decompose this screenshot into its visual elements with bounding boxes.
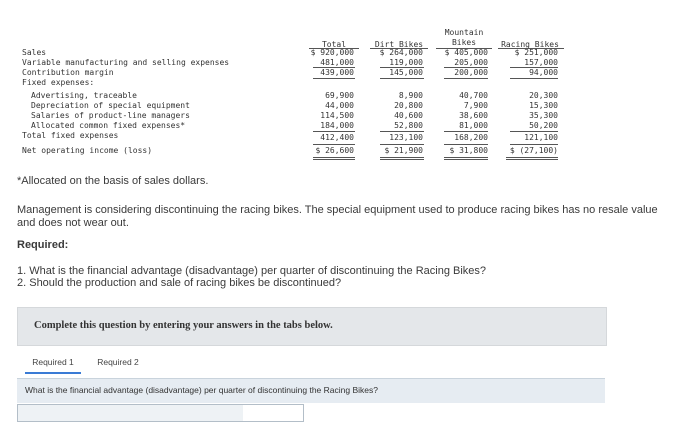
question-1: 1. What is the financial advantage (disadvantage) per quarter of discontinuing the Racing Bikes? <box>17 265 487 277</box>
rule-line <box>510 78 558 79</box>
cell-dirt-advertising: 8,900 <box>398 91 423 100</box>
rule-line <box>313 78 355 79</box>
rule-line <box>313 157 355 158</box>
footnote: *Allocated on the basis of sales dollars. <box>17 175 209 187</box>
cell-mountain-fixed: 168,200 <box>454 133 488 142</box>
cell-dirt-depreciation: 20,800 <box>394 101 423 110</box>
row-label-salaries: Salaries of product-line managers <box>31 111 190 120</box>
cell-mountain-advertising: 40,700 <box>459 91 488 100</box>
rule-line <box>444 159 488 160</box>
cell-mountain-noi: $ 31,800 <box>449 146 488 155</box>
tab-required-2[interactable]: Required 2 <box>97 357 139 367</box>
cell-mountain-depreciation: 7,900 <box>463 101 488 110</box>
rule-line <box>380 159 424 160</box>
row-label-advertising: Advertising, traceable <box>31 91 137 100</box>
row-label-sales: Sales <box>22 48 47 57</box>
answer-label-cell <box>17 404 244 422</box>
rule-line <box>380 144 424 145</box>
cell-dirt-noi: $ 21,900 <box>384 146 423 155</box>
rule-line <box>380 131 424 132</box>
header-mountain-line1: Mountain <box>444 28 484 37</box>
cell-dirt-allocated: 52,800 <box>394 121 423 130</box>
rule-line <box>510 131 558 132</box>
rule-line <box>506 159 558 160</box>
cell-total-noi: $ 26,600 <box>315 146 354 155</box>
cell-dirt-cm: 145,000 <box>389 68 423 77</box>
problem-description: Management is considering discontinuing the racing bikes. The special equipment used to produce racing bikes has no resale value and does not wear out. <box>17 204 658 229</box>
rule-line <box>380 78 424 79</box>
cell-dirt-variable: 119,000 <box>389 58 423 67</box>
answer-input[interactable] <box>243 404 304 422</box>
cell-mountain-salaries: 38,600 <box>459 111 488 120</box>
cell-total-salaries: 114,500 <box>320 111 354 120</box>
header-racing-bikes: Racing Bikes <box>501 40 559 49</box>
cell-racing-allocated: 50,200 <box>529 121 558 130</box>
cell-racing-noi: $ (27,100) <box>509 146 558 155</box>
cell-total-sales: $ 920,000 <box>310 48 354 57</box>
rule-line <box>510 144 558 145</box>
header-total: Total <box>321 40 347 49</box>
cell-total-allocated: 184,000 <box>320 121 354 130</box>
row-label-net-operating-income: Net operating income (loss) <box>22 146 153 155</box>
required-heading: Required: <box>17 239 69 251</box>
row-label-depreciation: Depreciation of special equipment <box>31 101 190 110</box>
rule-line <box>444 78 488 79</box>
cell-racing-fixed: 121,100 <box>524 133 558 142</box>
cell-racing-depreciation: 15,300 <box>529 101 558 110</box>
row-label-total-fixed: Total fixed expenses <box>22 131 119 140</box>
cell-dirt-sales: $ 264,000 <box>379 48 423 57</box>
cell-racing-cm: 94,000 <box>529 68 558 77</box>
rule-line <box>510 67 558 68</box>
cell-total-cm: 439,000 <box>320 68 354 77</box>
row-label-contribution-margin: Contribution margin <box>22 68 114 77</box>
cell-total-fixed: 412,400 <box>320 133 354 142</box>
rule-line <box>444 157 488 158</box>
cell-dirt-fixed: 123,100 <box>389 133 423 142</box>
cell-mountain-variable: 205,000 <box>454 58 488 67</box>
cell-total-advertising: 69,900 <box>325 91 354 100</box>
cell-mountain-cm: 200,000 <box>454 68 488 77</box>
cell-total-variable: 481,000 <box>320 58 354 67</box>
row-label-fixed-expenses: Fixed expenses: <box>22 78 95 87</box>
instructions-banner <box>17 307 607 346</box>
rule-line <box>506 157 558 158</box>
cell-racing-variable: 157,000 <box>524 58 558 67</box>
question-prompt-bar <box>17 378 605 403</box>
cell-mountain-sales: $ 405,000 <box>444 48 488 57</box>
row-label-variable-expenses: Variable manufacturing and selling expenses <box>22 58 230 67</box>
rule-line <box>313 131 355 132</box>
rule-line <box>444 67 488 68</box>
row-label-allocated-common: Allocated common fixed expenses* <box>31 121 186 130</box>
cell-mountain-allocated: 81,000 <box>459 121 488 130</box>
cell-dirt-salaries: 40,600 <box>394 111 423 120</box>
banner-text: Complete this question by entering your answers in the tabs below. <box>34 320 333 331</box>
cell-racing-sales: $ 251,000 <box>514 48 558 57</box>
question-2: 2. Should the production and sale of racing bikes be discontinued? <box>17 277 342 289</box>
rule-line <box>444 131 488 132</box>
rule-line <box>380 157 424 158</box>
rule-line <box>444 144 488 145</box>
cell-racing-salaries: 35,300 <box>529 111 558 120</box>
cell-total-depreciation: 44,000 <box>325 101 354 110</box>
rule-line <box>313 67 355 68</box>
cell-racing-advertising: 20,300 <box>529 91 558 100</box>
rule-line <box>313 144 355 145</box>
rule-line <box>313 159 355 160</box>
rule-line <box>380 67 424 68</box>
header-dirt-bikes: Dirt Bikes <box>374 40 424 49</box>
question-prompt: What is the financial advantage (disadvantage) per quarter of discontinuing the Racing Bikes? <box>25 385 378 395</box>
tab-required-1[interactable]: Required 1 <box>25 352 81 374</box>
header-mountain-line2: Bikes <box>451 38 477 47</box>
